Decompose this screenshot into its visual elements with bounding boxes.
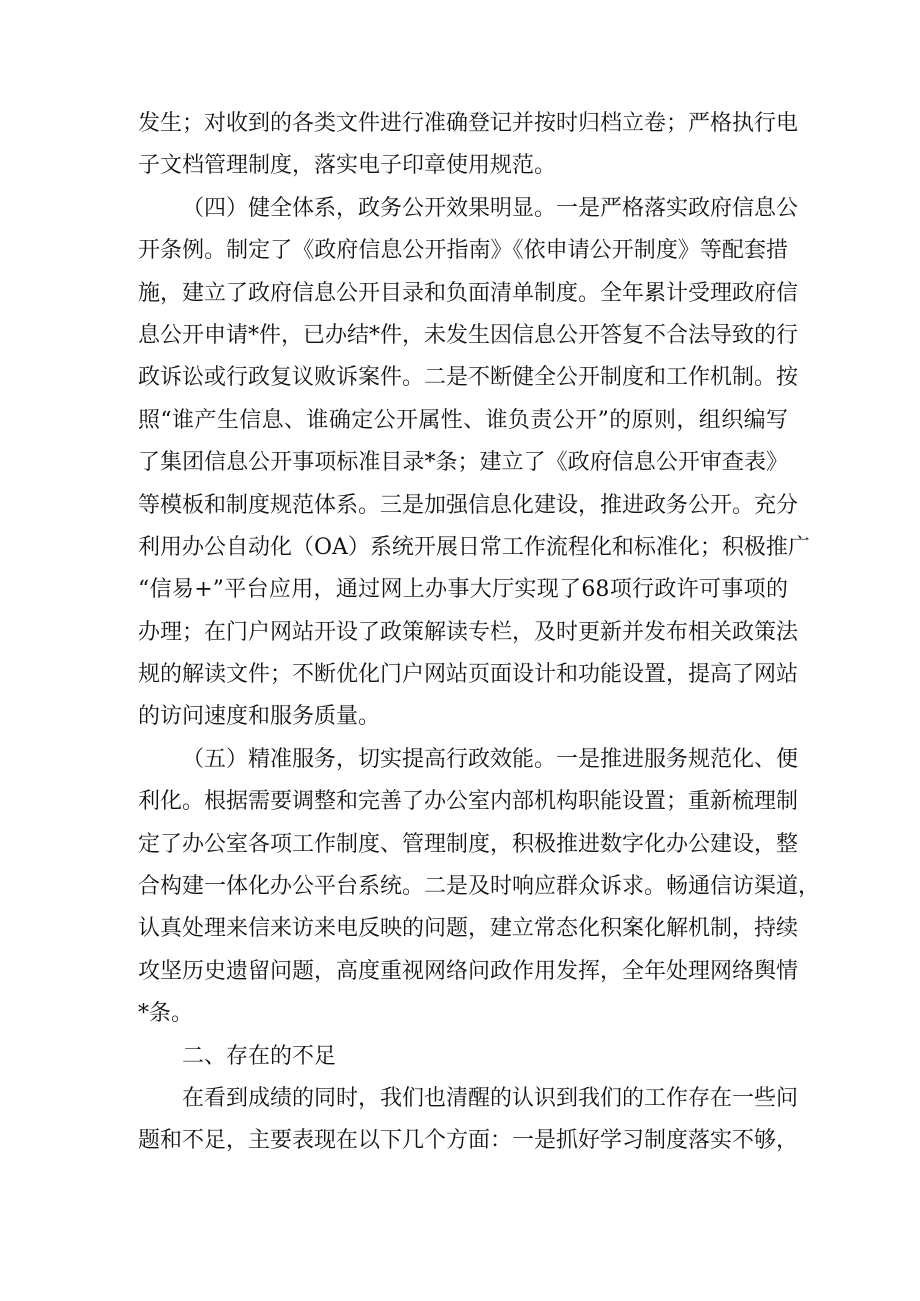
- text-line: 题和不足，主要表现在以下几个方面：一是抓好学习制度落实不够，: [138, 1128, 799, 1154]
- text-line: 等模板和制度规范体系。三是加强信息化建设，推进政务公开。充分: [138, 492, 799, 518]
- text-line: 二、存在的不足: [182, 1043, 337, 1069]
- text-line: 开条例。制定了《政府信息公开指南》《依申请公开制度》等配套措: [138, 238, 788, 264]
- text-line: *条。: [138, 1001, 194, 1027]
- text-line: “信易+”平台应用，通过网上办事大厅实现了68项行政许可事项的: [138, 577, 788, 603]
- text-line: 合构建一体化办公平台系统。二是及时响应群众诉求。畅通信访渠道，: [138, 874, 821, 900]
- text-line: （四）健全体系，政务公开效果明显。一是严格落实政府信息公: [182, 195, 799, 221]
- text-line: 利用办公自动化（OA）系统开展日常工作流程化和标准化；积极推广: [138, 534, 810, 560]
- document-body: [138, 103, 821, 1163]
- text-line: 定了办公室各项工作制度、管理制度，积极推进数字化办公建设，整: [138, 831, 799, 857]
- text-line: （五）精准服务，切实提高行政效能。一是推进服务规范化、便: [182, 746, 799, 772]
- text-line: 办理；在门户网站开设了政策解读专栏，及时更新并发布相关政策法: [138, 619, 799, 645]
- text-line: 照“谁产生信息、谁确定公开属性、谁负责公开”的原则，组织编写: [138, 407, 788, 433]
- text-line: 的访问速度和服务质量。: [138, 704, 381, 730]
- text-line: 认真处理来信来访来电反映的问题，建立常态化积案化解机制，持续: [138, 916, 799, 942]
- text-line: 在看到成绩的同时，我们也清醒的认识到我们的工作存在一些问: [182, 1085, 799, 1111]
- text-line: 规的解读文件；不断优化门户网站页面设计和功能设置，提高了网站: [138, 662, 799, 688]
- text-line: 息公开申请*件，已办结*件，未发生因信息公开答复不合法导致的行: [138, 322, 799, 348]
- text-line: 子文档管理制度，落实电子印章使用规范。: [138, 153, 557, 179]
- text-line: 了集团信息公开事项标准目录*条；建立了《政府信息公开审查表》: [138, 450, 788, 476]
- text-line: 政诉讼或行政复议败诉案件。二是不断健全公开制度和工作机制。按: [138, 365, 799, 391]
- text-line: 发生；对收到的各类文件进行准确登记并按时归档立卷；严格执行电: [138, 111, 799, 136]
- text-line: 攻坚历史遗留问题，高度重视网络问政作用发挥，全年处理网络舆情: [138, 958, 799, 984]
- text-line: 利化。根据需要调整和完善了办公室内部机构职能设置；重新梳理制: [138, 789, 799, 815]
- text-line: 施，建立了政府信息公开目录和负面清单制度。全年累计受理政府信: [138, 280, 799, 306]
